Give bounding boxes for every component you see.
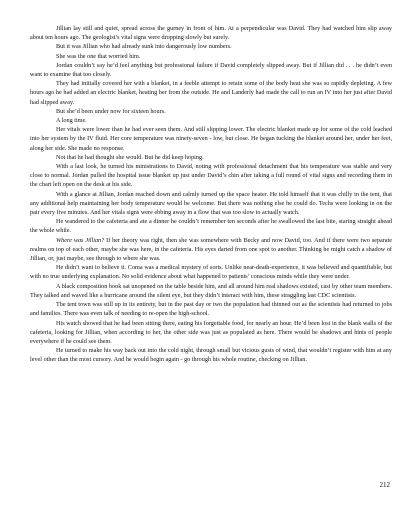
paragraph: But it was Jillian who had already sunk into dangerously low numbers. xyxy=(56,43,232,51)
paragraph: He wandered to the cafeteria and ate a dinner he couldn’t remember ten seconds after he swallowed the last bite, staring straight ahead the whole while. xyxy=(30,218,392,235)
paragraph: Not that he had thought she would. But he did keep hoping. xyxy=(56,153,204,161)
paragraph: But she’d been under now for sixteen hours. xyxy=(56,107,166,115)
paragraph: A long time. xyxy=(56,117,87,125)
paragraph: His watch showed that he had been sitting there, eating his forgettable food, for nearly an hour. He’d been lost in the blank walls of the cafeteria, looking for Jillian, when according to her, the other side was just as populated as here. There would be shadows and hints of people everywhere if he could see them. xyxy=(30,319,392,345)
paragraph: He didn’t want to believe it. Coma was a medical mystery of sorts. Unlike near-death-experience, it was believed and quantifiable, but with no true underlying explanation. No solid evidence about what happened to patients’ conscious minds while they were under. xyxy=(30,264,392,281)
paragraph: The tent town was still up in its entirety, but in the past day or two the population had thinned out as the scientists had returned to jobs and families. There was even talk of needing to re-open the high-school. xyxy=(30,301,392,318)
paragraph: With a glance at Jillian, Jordan reached down and calmly turned up the space heater. He told himself that it was chilly in the tent, that any additional help maintaining her body temperature would be welcome. But there was nothing else he could do. Techs were looking in on the pair every five minutes. And her vitals signs were ebbing away in a flow that was too slow to actually watch. xyxy=(30,190,392,217)
paragraph: She was the one that worried him. xyxy=(56,52,141,60)
page-number: 212 xyxy=(379,481,390,489)
paragraph: He turned to make his way back out into the cold night, through small but vicious gusts of wind, that wouldn’t register with him at any level other than the most cursory. And he would begin again - go through his whole routine, checking on Jillian. xyxy=(30,347,392,364)
italic-phrase: Where was Jillian? xyxy=(56,236,105,244)
paragraph: Her vitals were lower than he had ever seen them. And still slipping lower. The electric blanket made up for some of the cold leached into her system by the IV fluid. Her core temperature was ninety-seven - low, but close. He began tucking the blanket around her, under her feet, along her side. She made no response. xyxy=(30,126,392,152)
paragraph: Jordan couldn’t say he’d feel anything but professional failure if David completely slipped away. But if Jillian did . . . he didn’t even want to examine that too closely. xyxy=(30,61,392,79)
paragraph: Jillian lay still and quiet, spread across the gurney in front of him. At a perpendicular was David. They had watched him slip away about ten hours ago. The geologist’s vital signs were dropping slowly but surely. xyxy=(30,25,392,42)
paragraph: A black composition book sat unopened on the table beside him, and all around him real shadows existed, cast by other team members. They talked and waved like a hurricane around the silent eye, but they didn’t interact with him, these straggling last CDC scientists. xyxy=(30,282,392,299)
document-page xyxy=(30,24,392,494)
paragraph: With a last look, he turned his ministrations to David, noting with professional detachment that his temperature was stable and very close to normal. Jordan pulled the hospital issue blanket up just under David’s chin after taking a full round of vital signs and recording them in the chart left open on the desk at his side. xyxy=(30,163,392,189)
paragraph: Where was Jillian? If her theory was right, then she was somewhere with Becky and now David, too. And if there were two separate realms on top of each other, maybe she was here, in the cafeteria. His eyes darted from one spot to another. Thinking he might catch a shadow of Jillian, or, just maybe, see through to where she was. xyxy=(30,236,392,263)
paragraph: They had initially covered her with a blanket, in a feeble attempt to retain some of the body heat she was so rapidly depleting. A few hours ago he had added an electric blanket, heating her from the outside. He and Landerly had made the call to run an IV into her just after David had slipped away. xyxy=(30,80,392,106)
